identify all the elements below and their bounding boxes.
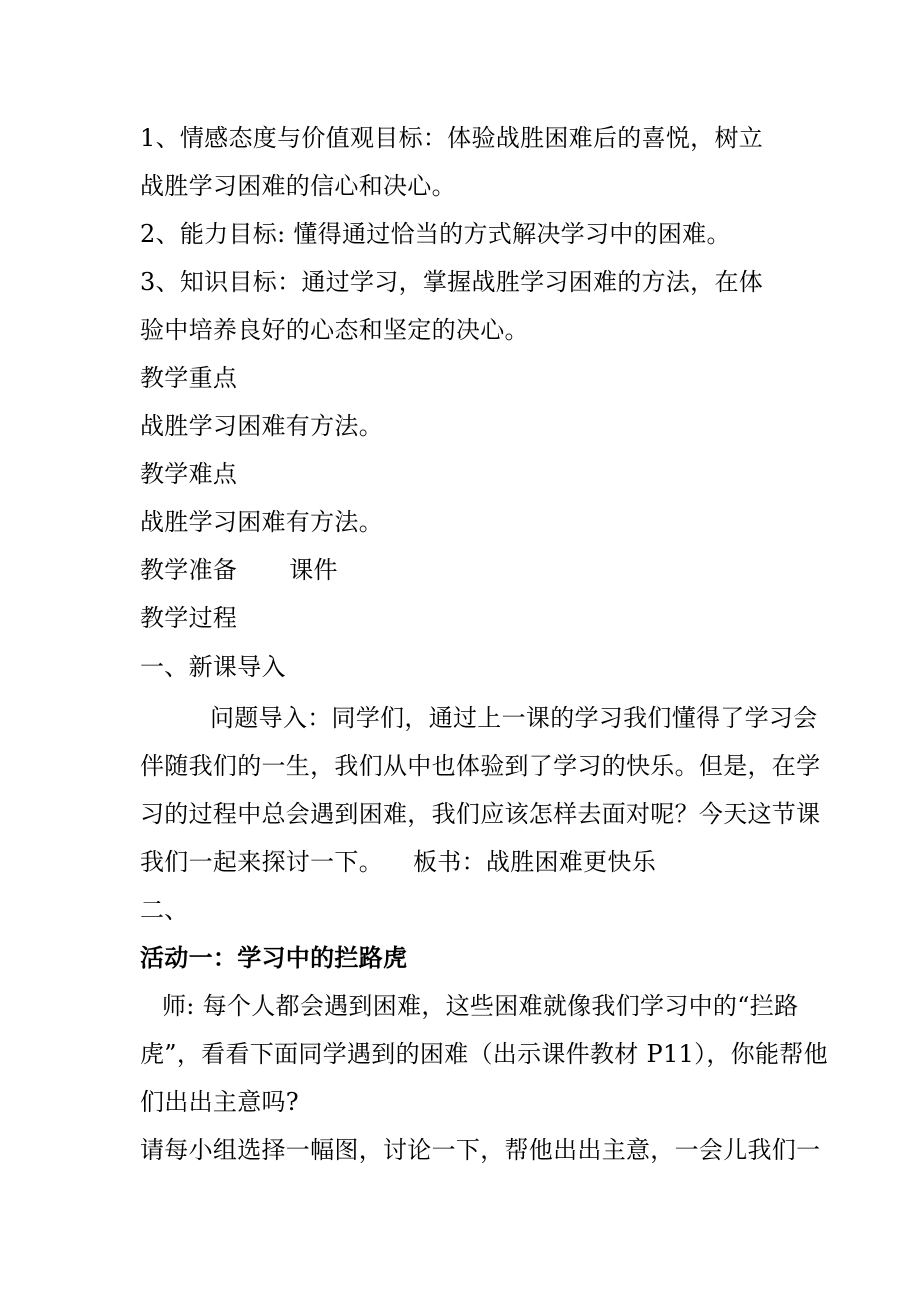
- intro-line3: 习的过程中总会遇到困难，我们应该怎样去面对呢？今天这节课: [140, 800, 821, 828]
- intro-line4: [140, 847, 656, 877]
- objective-emotion-line1: 1、情感态度与价值观目标：体验战胜困难后的喜悦，树立: [140, 124, 764, 152]
- section1-heading: 一、新课导入: [140, 653, 286, 681]
- activity1-line2: 虎”，看看下面同学遇到的困难（出示课件教材 P11），你能帮他: [140, 1040, 828, 1068]
- board-writing: 板书：战胜困难更快乐: [413, 848, 656, 876]
- intro-line4-text: 我们一起来探讨一下。: [140, 848, 383, 876]
- activity1-line1: 师: 每个人都会遇到困难，这些困难就像我们学习中的“拦路: [162, 992, 799, 1020]
- key-point-heading: 教学重点: [140, 364, 238, 392]
- activity1-line4: 请每小组选择一幅图，讨论一下，帮他出出主意，一会儿我们一: [140, 1136, 821, 1164]
- difficult-point-heading: 教学难点: [140, 460, 238, 488]
- activity1-heading: 活动一：学习中的拦路虎: [140, 943, 408, 972]
- key-point-text: 战胜学习困难有方法。: [140, 412, 383, 440]
- preparation-label: 教学准备: [140, 556, 238, 584]
- preparation-line: [140, 555, 338, 585]
- objective-ability: 2、能力目标: 懂得通过恰当的方式解决学习中的困难。: [140, 220, 731, 248]
- difficult-point-text: 战胜学习困难有方法。: [140, 508, 383, 536]
- intro-line2: 伴随我们的一生，我们从中也体验到了学习的快乐。但是，在学: [140, 752, 821, 780]
- objective-knowledge-line1: 3、知识目标：通过学习，掌握战胜学习困难的方法，在体: [140, 268, 764, 296]
- intro-line1: 问题导入：同学们，通过上一课的学习我们懂得了学习会: [210, 704, 818, 732]
- process-heading: 教学过程: [140, 604, 238, 632]
- activity1-line3: 们出出主意吗?: [140, 1088, 299, 1116]
- objective-knowledge-line2: 验中培养良好的心态和坚定的决心。: [140, 316, 529, 344]
- preparation-value: 课件: [289, 556, 338, 584]
- section2-heading: 二、: [140, 896, 189, 924]
- objective-emotion-line2: 战胜学习困难的信心和决心。: [140, 172, 456, 200]
